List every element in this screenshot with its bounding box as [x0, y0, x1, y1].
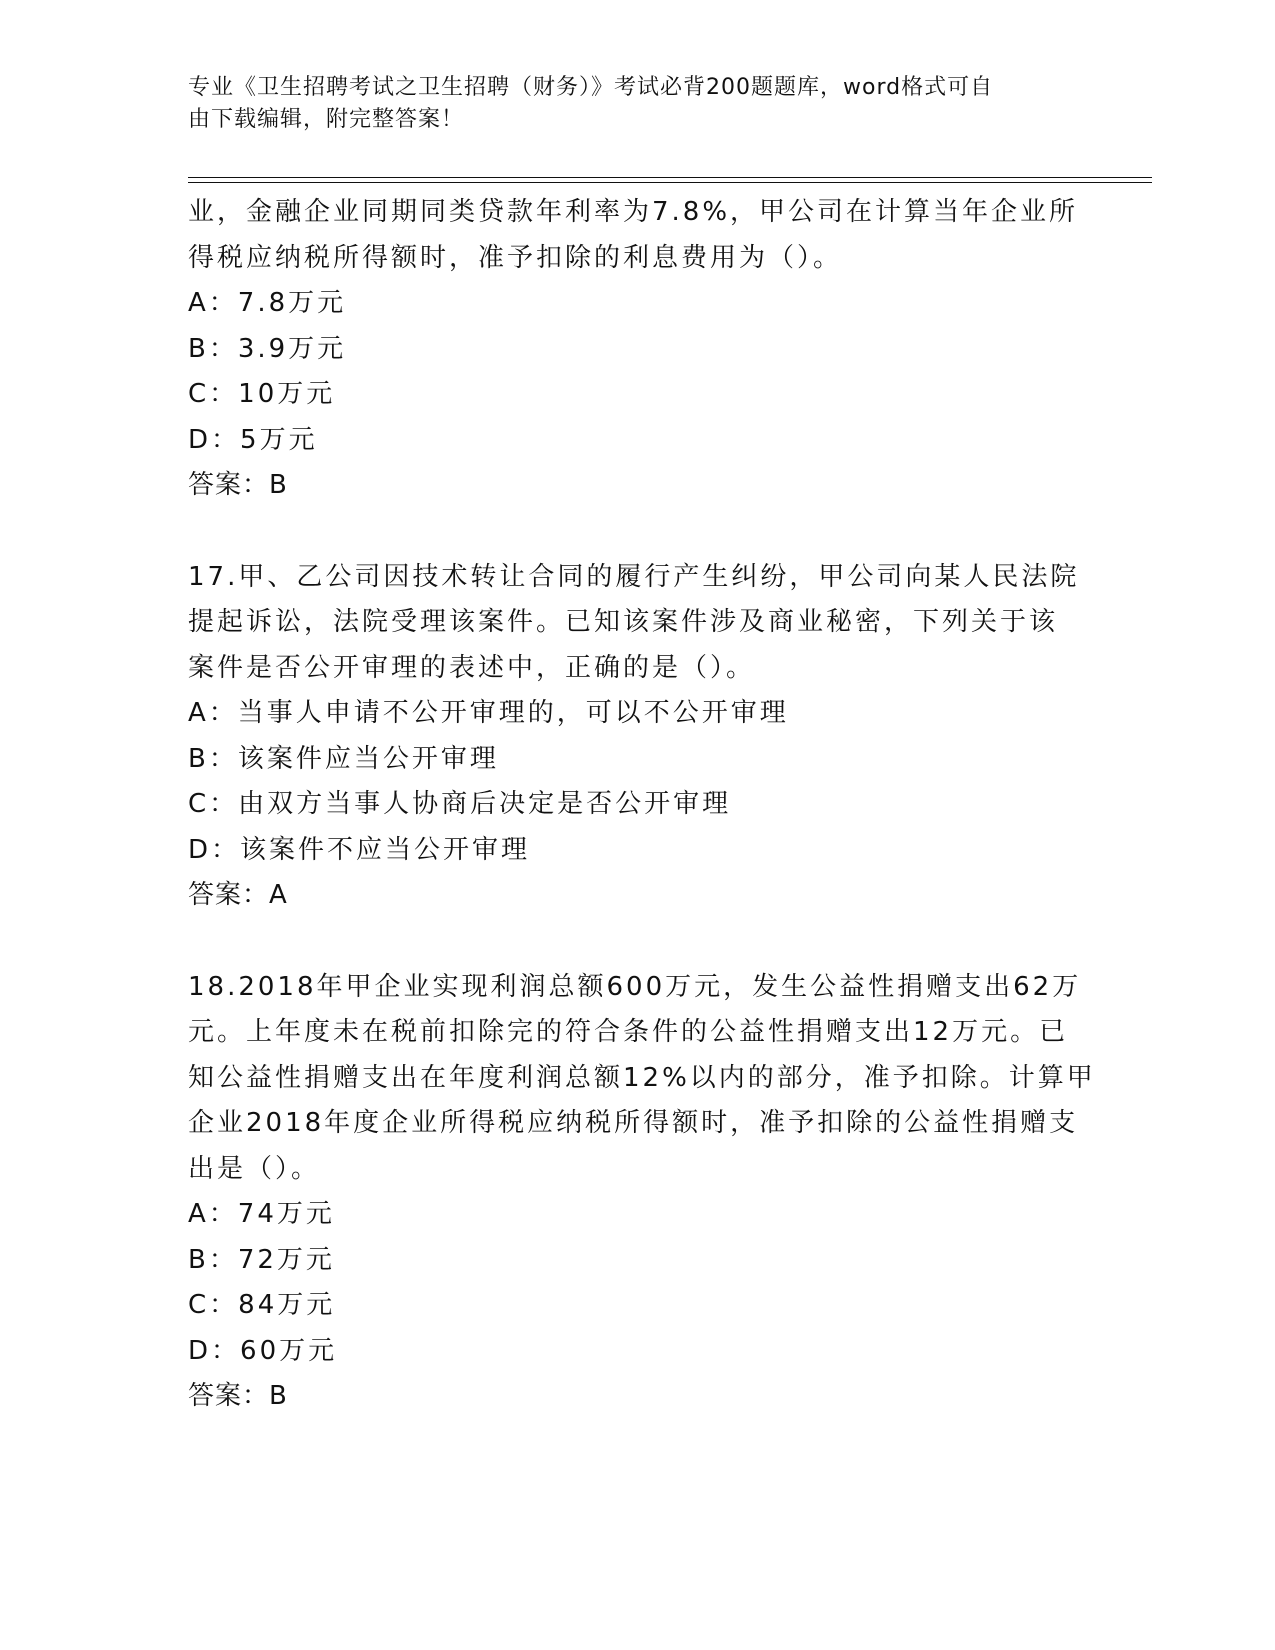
- option-a: A：7.8万元: [188, 288, 347, 318]
- option-d: D：该案件不应当公开审理: [188, 834, 531, 865]
- answer-line: 答案：A: [188, 880, 288, 910]
- question-18: [188, 965, 1096, 1420]
- question-stem-line: 案件是否公开审理的表述中，正确的是（）。: [188, 652, 756, 683]
- question-spacer: [188, 919, 1088, 965]
- document-header: [188, 72, 1088, 136]
- question-stem-line: 企业2018年度企业所得税应纳税所得额时，准予扣除的公益性捐赠支: [188, 1108, 1079, 1138]
- question-spacer: [188, 509, 1088, 555]
- question-stem-line: 元。上年度未在税前扣除完的符合条件的公益性捐赠支出12万元。已: [188, 1017, 1069, 1047]
- question-stem-line: 业，金融企业同期同类贷款年利率为7.8%，甲公司在计算当年企业所: [188, 197, 1079, 227]
- header-divider-bottom: [188, 182, 1152, 183]
- question-17: [188, 555, 1088, 919]
- question-stem-line: 提起诉讼，法院受理该案件。已知该案件涉及商业秘密，下列关于该: [188, 607, 1059, 637]
- option-a: A：当事人申请不公开审理的，可以不公开审理: [188, 698, 789, 728]
- document-body: [188, 190, 1096, 1420]
- option-b: B：72万元: [188, 1244, 335, 1275]
- option-c: C：由双方当事人协商后决定是否公开审理: [188, 789, 732, 819]
- header-divider-top: [188, 177, 1152, 178]
- option-b: B：3.9万元: [188, 333, 347, 364]
- answer-line: 答案：B: [188, 1381, 288, 1411]
- question-stem-line: 17.甲、乙公司因技术转让合同的履行产生纠纷，甲公司向某人民法院: [188, 561, 1080, 592]
- option-d: D：60万元: [188, 1335, 338, 1366]
- question-16: [188, 190, 1088, 509]
- header-line-1: 专业《卫生招聘考试之卫生招聘（财务）》考试必背200题题库，word格式可自: [188, 75, 994, 100]
- question-stem-line: 知公益性捐赠支出在年度利润总额12%以内的部分，准予扣除。计算甲: [188, 1062, 1096, 1093]
- question-stem-line: 18.2018年甲企业实现利润总额600万元，发生公益性捐赠支出62万: [188, 971, 1082, 1002]
- option-c: C：84万元: [188, 1290, 336, 1320]
- option-d: D：5万元: [188, 424, 318, 455]
- answer-line: 答案：B: [188, 470, 288, 500]
- option-a: A：74万元: [188, 1199, 335, 1229]
- option-b: B：该案件应当公开审理: [188, 743, 499, 774]
- option-c: C：10万元: [188, 379, 336, 409]
- question-stem-line: 得税应纳税所得额时，准予扣除的利息费用为（）。: [188, 242, 843, 273]
- header-line-2: 由下载编辑，附完整答案！: [188, 107, 465, 132]
- question-stem-line: 出是（）。: [188, 1153, 321, 1184]
